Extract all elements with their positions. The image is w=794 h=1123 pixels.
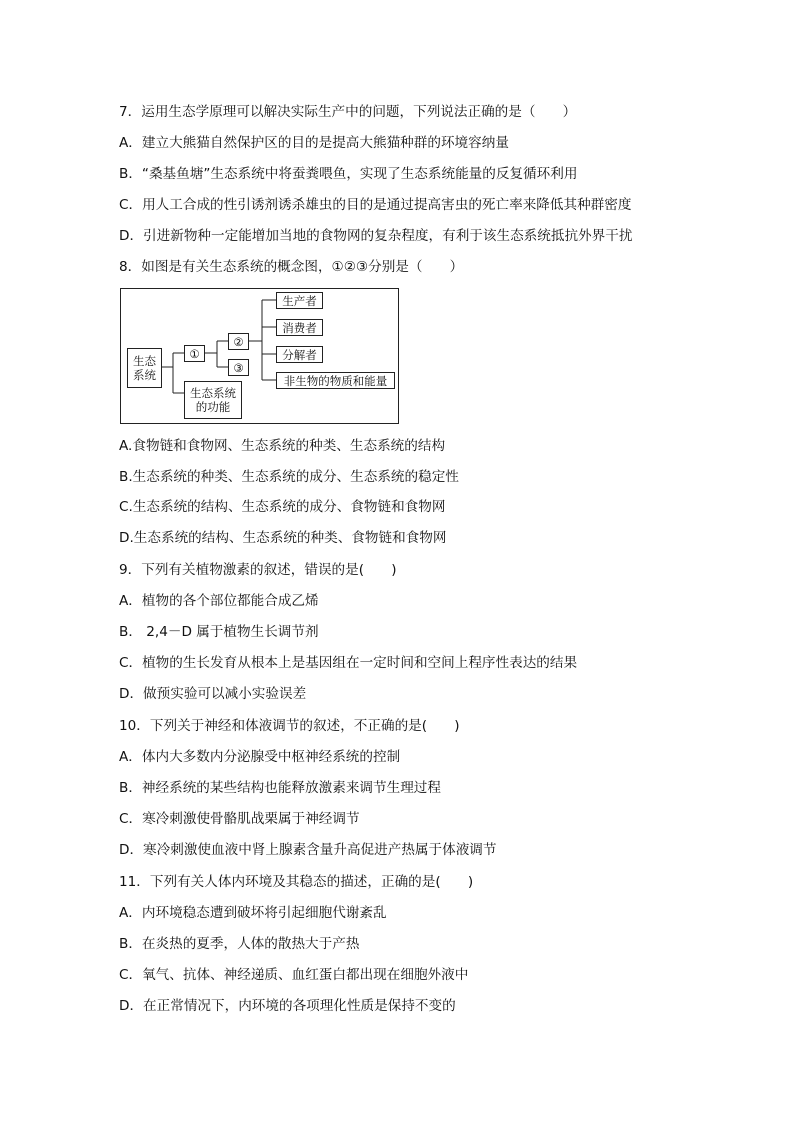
leaf-label-producer: 生产者 <box>282 293 317 308</box>
question-10-option-b: B．神经系统的某些结构也能释放激素来调节生理过程 <box>119 780 441 796</box>
question-10-stem: 10．下列关于神经和体液调节的叙述，不正确的是( ) <box>119 718 460 734</box>
question-9-option-d: D．做预实验可以减小实验误差 <box>119 686 307 702</box>
question-8-option-a: A.食物链和食物网、生态系统的种类、生态系统的结构 <box>119 438 446 454</box>
ecosystem-concept-diagram <box>120 288 399 424</box>
question-11-option-d: D．在正常情况下，内环境的各项理化性质是保持不变的 <box>119 998 456 1014</box>
question-7-option-d: D．引进新物种一定能增加当地的食物网的复杂程度，有利于该生态系统抵抗外界干扰 <box>119 228 633 244</box>
question-10-option-d: D．寒冷刺激使血液中肾上腺素含量升高促进产热属于体液调节 <box>119 842 497 858</box>
question-8-stem: 8．如图是有关生态系统的概念图，①②③分别是（ ） <box>119 259 464 275</box>
leaf-box-producer <box>276 292 323 309</box>
question-10-option-c: C．寒冷刺激使骨骼肌战栗属于神经调节 <box>119 811 360 827</box>
root-label-line2: 系统 <box>133 368 156 382</box>
question-8-option-d: D.生态系统的结构、生态系统的种类、食物链和食物网 <box>119 530 447 546</box>
question-7-option-b: B．“桑基鱼塘”生态系统中将蚕粪喂鱼，实现了生态系统能量的反复循环利用 <box>119 166 578 182</box>
question-9-option-a: A．植物的各个部位都能合成乙烯 <box>119 593 319 609</box>
question-7-option-c: C．用人工合成的性引诱剂诱杀雄虫的目的是通过提高害虫的死亡率来降低其种群密度 <box>119 197 632 213</box>
root-label-line1: 生态 <box>133 354 156 368</box>
root-box-ecosystem <box>127 348 162 388</box>
question-8-option-b: B.生态系统的种类、生态系统的成分、生态系统的稳定性 <box>119 469 459 485</box>
node-box-1 <box>184 345 205 362</box>
question-9-stem: 9．下列有关植物激素的叙述，错误的是( ) <box>119 562 397 578</box>
function-box <box>184 381 242 419</box>
question-9-option-c: C．植物的生长发育从根本上是基因组在一定时间和空间上程序性表达的结果 <box>119 655 578 671</box>
question-11-option-c: C．氧气、抗体、神经递质、血红蛋白都出现在细胞外液中 <box>119 967 469 983</box>
question-11-option-b: B．在炎热的夏季，人体的散热大于产热 <box>119 936 360 952</box>
leaf-label-consumer: 消费者 <box>282 320 317 335</box>
leaf-label-abiotic: 非生物的物质和能量 <box>283 373 388 388</box>
function-label-line1: 生态系统 <box>190 386 236 400</box>
node-label-2: ② <box>233 334 244 349</box>
leaf-label-decomposer: 分解者 <box>282 347 317 362</box>
question-9-option-b: B． 2,4－D 属于植物生长调节剂 <box>119 624 319 640</box>
question-7-stem: 7．运用生态学原理可以解决实际生产中的问题，下列说法正确的是（ ） <box>119 104 577 120</box>
question-8-option-c: C.生态系统的结构、生态系统的成分、食物链和食物网 <box>119 499 446 515</box>
diagram-connector-lines <box>121 289 400 425</box>
leaf-box-decomposer <box>276 346 323 363</box>
function-label-line2: 的功能 <box>195 400 231 414</box>
node-label-1: ① <box>189 346 200 361</box>
question-11-stem: 11．下列有关人体内环境及其稳态的描述，正确的是( ) <box>119 874 474 890</box>
node-box-2 <box>228 333 249 350</box>
question-11-option-a: A．内环境稳态遭到破坏将引起细胞代谢紊乱 <box>119 905 387 921</box>
question-10-option-a: A．体内大多数内分泌腺受中枢神经系统的控制 <box>119 749 401 765</box>
leaf-box-consumer <box>276 319 323 336</box>
node-box-3 <box>228 359 249 376</box>
leaf-box-abiotic <box>276 372 395 389</box>
node-label-3: ③ <box>233 360 244 375</box>
question-7-option-a: A．建立大熊猫自然保护区的目的是提高大熊猫种群的环境容纳量 <box>119 135 509 151</box>
